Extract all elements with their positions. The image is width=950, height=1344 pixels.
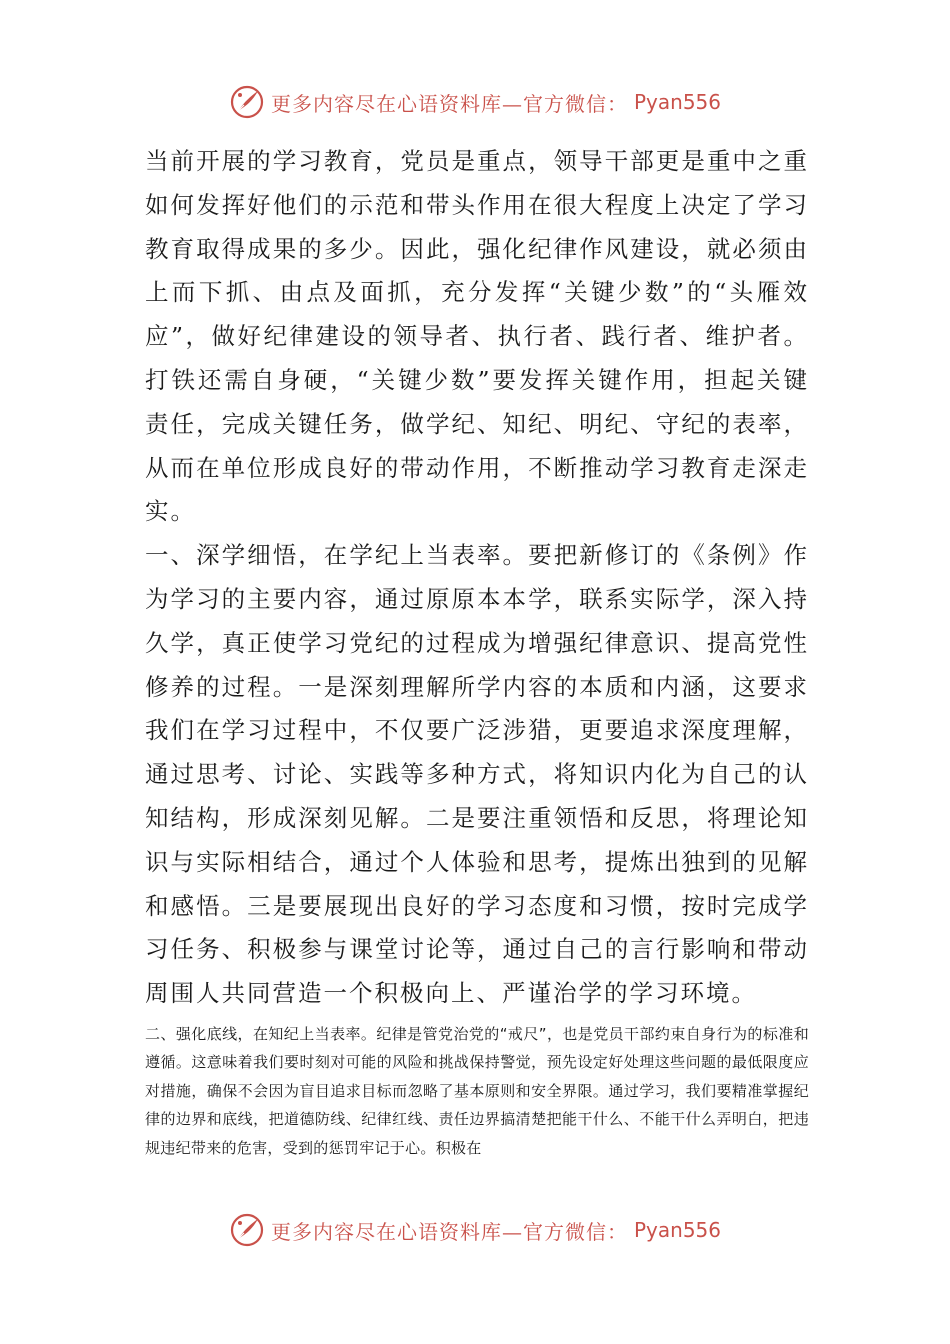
section-1-paragraph: 一、深学细悟，在学纪上当表率。要把新修订的《条例》作为学习的主要内容，通过原原本本学，联系实际学，深入持久学，真正使学习党纪的过程成为增强纪律意识、提高党性修养的过程。一是深刻理解所学内容的本质和内涵，这要求我们在学习过程中，不仅要广泛涉猎，更要追求深度理解，通过思考、讨论、实践等多种方式，将知识内化为自己的认知结构，形成深刻见解。二是要注重领悟和反思，将理论知识与实际相结合，通过个人体验和思考，提炼出独到的见解和感悟。三是要展现出良好的学习态度和习惯，按时完成学习任务、积极参与课堂讨论等，通过自己的言行影响和带动周围人共同营造一个积极向上、严谨治学的学习环境。	[145, 541, 809, 1008]
quill-pen-circle-icon	[229, 1212, 265, 1248]
banner-text: 更多内容尽在心语资料库—官方微信：	[270, 91, 628, 116]
header-watermark-banner	[0, 82, 950, 122]
section-2-paragraph: 二、强化底线，在知纪上当表率。纪律是管党治党的“戒尺”，也是党员干部约束自身行为的标准和遵循。这意味着我们要时刻对可能的风险和挑战保持警觉，预先设定好处理这些问题的最低限度应对措施，确保不会因为盲目追求目标而忽略了基本原则和安全界限。通过学习，我们要精准掌握纪律的边界和底线，把道德防线、纪律红线、责任边界搞清楚把能干什么、不能干什么弄明白，把违规违纪带来的危害，受到的惩罚牢记于心。积极在	[145, 1024, 809, 1157]
footer-watermark-banner	[0, 1210, 950, 1250]
document-body	[145, 140, 809, 1162]
quill-pen-circle-icon	[229, 84, 265, 120]
intro-paragraph: 当前开展的学习教育，党员是重点，领导干部更是重中之重如何发挥好他们的示范和带头作用在很大程度上决定了学习教育取得成果的多少。因此，强化纪律作风建设，就必须由上而下抓、由点及面抓，充分发挥“关键少数”的“头雁效应”，做好纪律建设的领导者、执行者、践行者、维护者。打铁还需自身硬，“关键少数”要发挥关键作用，担起关键责任，完成关键任务，做学纪、知纪、明纪、守纪的表率，从而在单位形成良好的带动作用，不断推动学习教育走深走实。	[145, 147, 809, 526]
banner-handle: Pyan556	[633, 90, 721, 114]
banner-handle: Pyan556	[633, 1218, 721, 1242]
banner-text: 更多内容尽在心语资料库—官方微信：	[270, 1219, 628, 1244]
